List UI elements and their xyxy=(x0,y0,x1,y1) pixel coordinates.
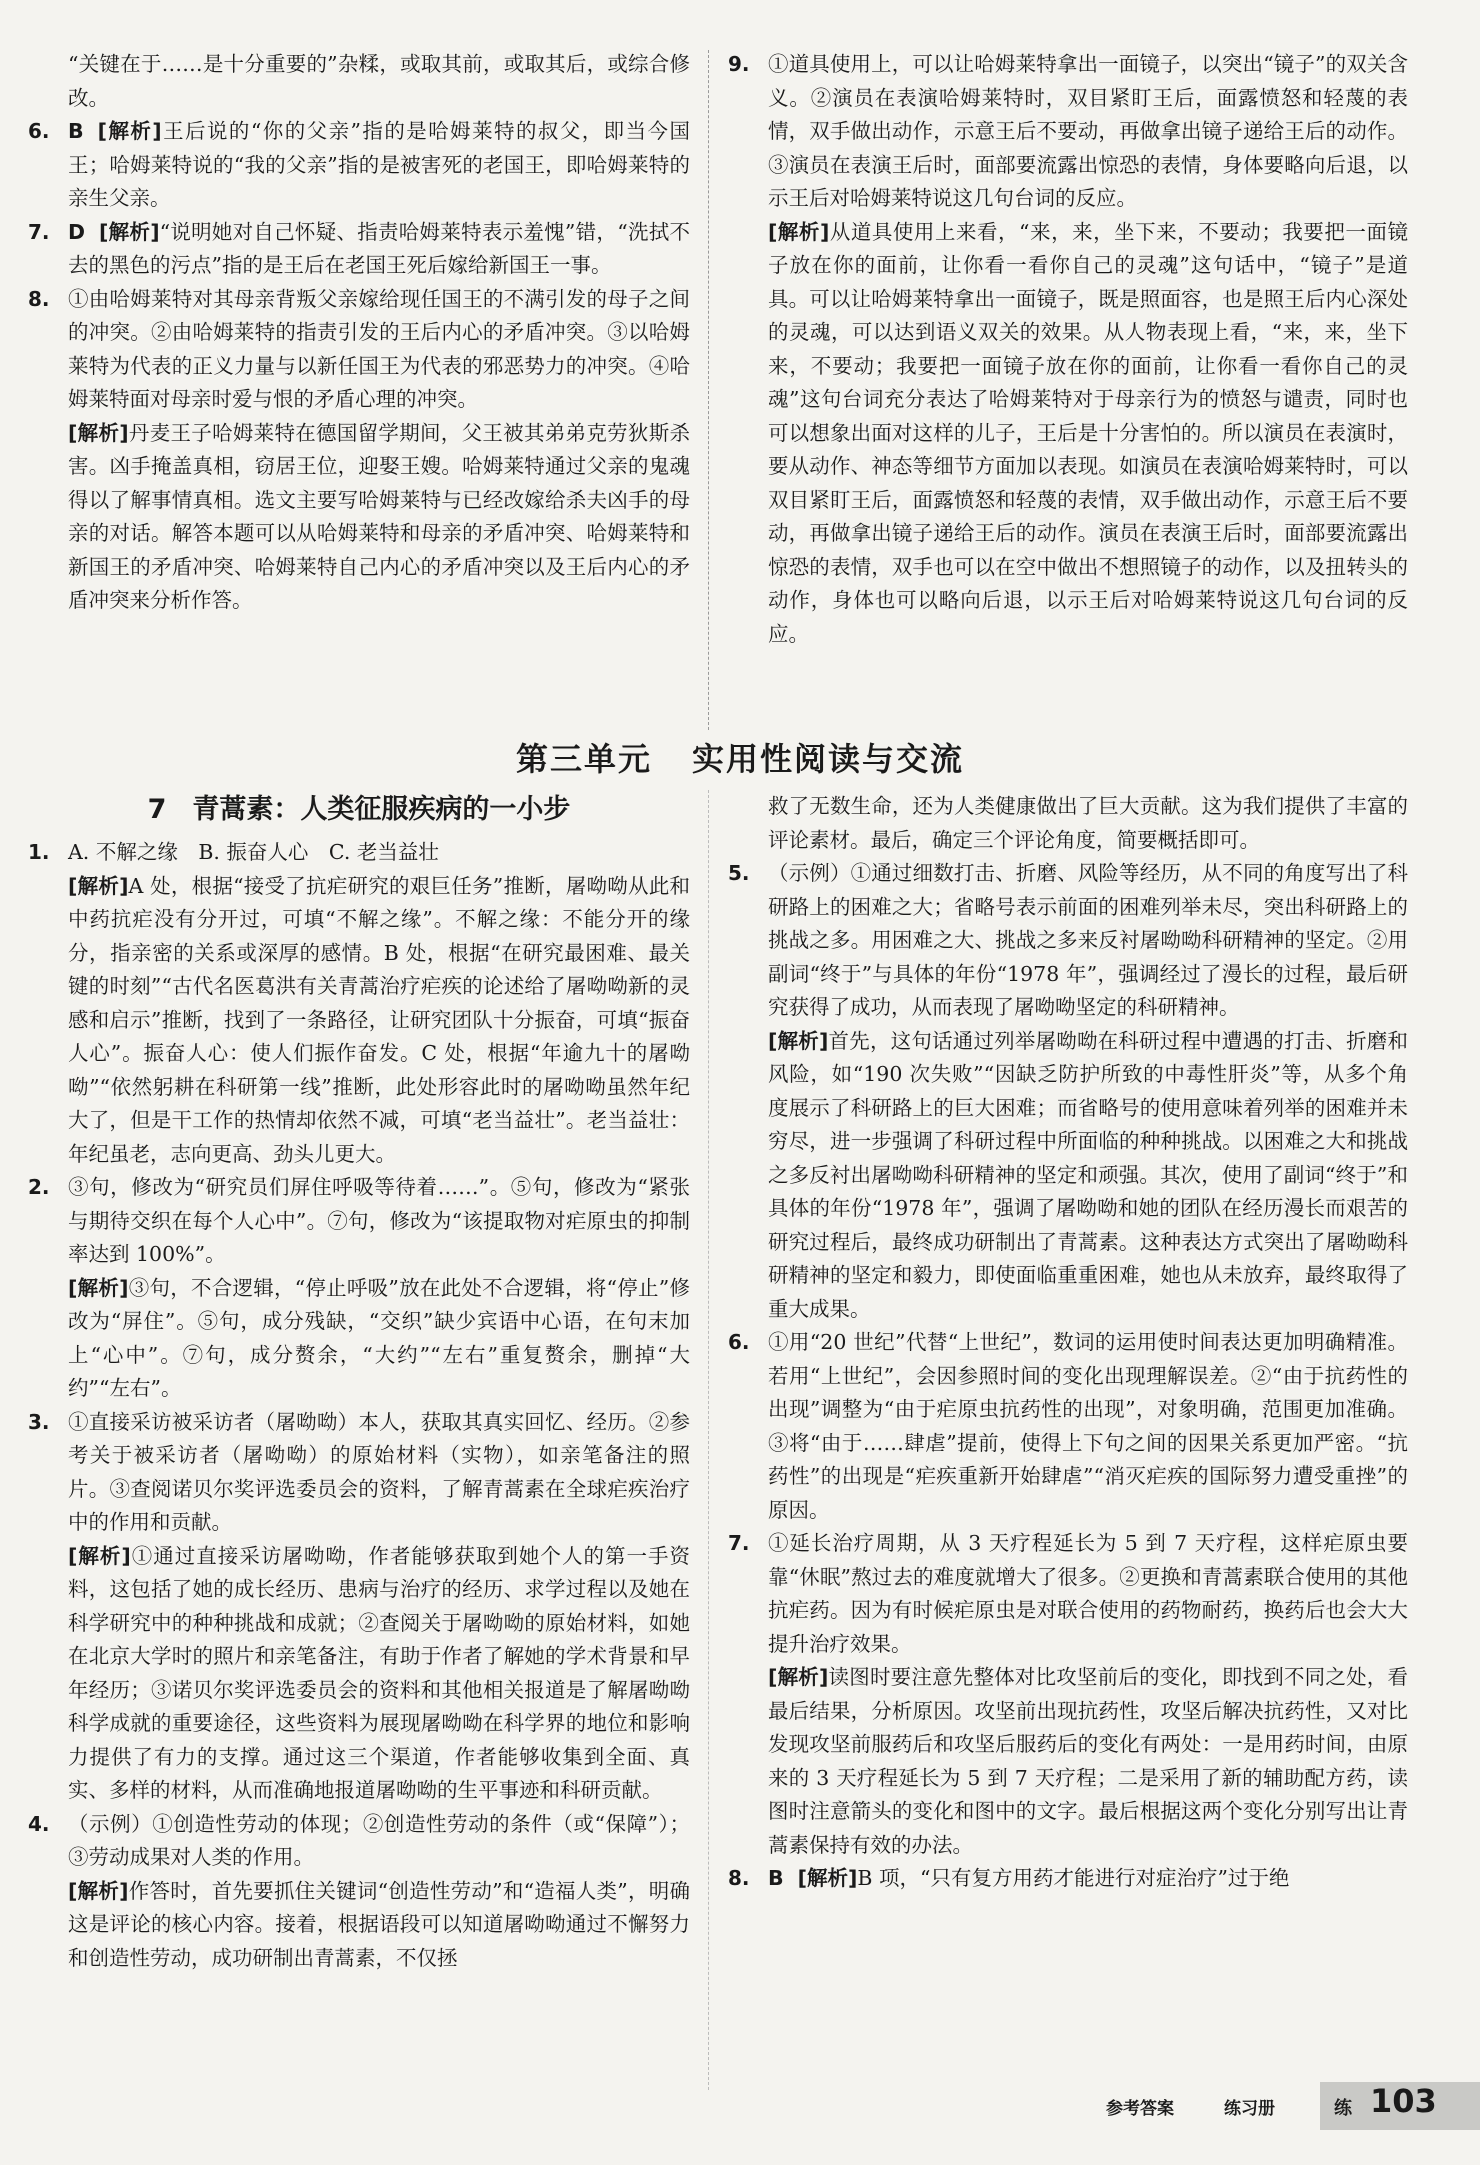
answer-item-9 xyxy=(728,48,1408,216)
answer-letter: B xyxy=(768,1866,784,1890)
answer-item-8 xyxy=(28,283,690,417)
unit-title: 实用性阅读与交流 xyxy=(692,740,965,778)
answer-text: （示例）①通过细数打击、折磨、风险等经历，从不同的角度写出了科研路上的困难之大；省略号表示前面的困难列举未尽，突出科研路上的挑战之多。用困难之大、挑战之多来反衬屠呦呦科研精神的坚定。②用副词“终于”与具体的年份“1978 年”，强调经过了漫长的过程，最后研究获得了成功，从而表现了屠呦呦坚定的科研精神。 xyxy=(768,861,1408,1019)
answer-text: “说明她对自己怀疑、指责哈姆莱特表示羞愧”错，“洗拭不去的黑色的污点”指的是王后在老国王死后嫁给新国王一事。 xyxy=(68,219,690,277)
analysis-block xyxy=(28,870,690,1172)
footer-label-workbook: 练习册 xyxy=(1224,2099,1275,2119)
analysis-tag: [解析] xyxy=(768,1028,829,1053)
analysis-text: 丹麦王子哈姆莱特在德国留学期间，父王被其弟弟克劳狄斯杀害。凶手掩盖真相，窃居王位，迎娶王嫂。哈姆莱特通过父亲的鬼魂得以了解事情真相。选文主要写哈姆莱特与已经改嫁给杀夫凶手的母亲的对话。解答本题可以从哈姆莱特和母亲的矛盾冲突、哈姆莱特和新国王的矛盾冲突、哈姆莱特自己内心的矛盾冲突以及王后内心的矛盾冲突来分析作答。 xyxy=(68,420,690,612)
analysis-block xyxy=(728,1661,1408,1862)
item-number: 1. xyxy=(28,840,50,864)
answer-text: ①延长治疗周期，从 3 天疗程延长为 5 到 7 天疗程，这样疟原虫要靠“休眠”熬过去的难度就增大了很多。②更换和青蒿素联合使用的其他抗疟药。因为有时候疟原虫是对联合使用的药物耐药，换药后也会大大提升治疗效果。 xyxy=(768,1531,1408,1656)
analysis-text: ③句，不合逻辑，“停止呼吸”放在此处不合逻辑，将“停止”修改为“屏住”。⑤句，成分残缺，“交织”缺少宾语中心语，在句末加上“心中”。⑦句，成分赘余，“大约”“左右”重复赘余，删掉“大约”“左右”。 xyxy=(68,1275,690,1400)
analysis-tag: [解析] xyxy=(68,873,129,898)
answer-text: ①由哈姆莱特对其母亲背叛父亲嫁给现任国王的不满引发的母子之间的冲突。②由哈姆莱特的指责引发的王后内心的矛盾冲突。③以哈姆莱特为代表的正义力量与以新任国王为代表的邪恶势力的冲突。④哈姆莱特面对母亲时爱与恨的矛盾心理的冲突。 xyxy=(68,286,690,411)
item-number: 7. xyxy=(28,219,50,244)
page-number: 103 xyxy=(1370,2082,1437,2120)
analysis-text: A 处，根据“接受了抗疟研究的艰巨任务”推断，屠呦呦从此和中药抗疟没有分开过，可填“不解之缘”。不解之缘：不能分开的缘分，指亲密的关系或深厚的感情。B 处，根据“在研究最困难、最关键的时刻”“古代名医葛洪有关青蒿治疗疟疾的论述给了屠呦呦新的灵感和启示”推断，找到了一条路径，让研究团队十分振奋，可填“振奋人心”。振奋人心：使人们振作奋发。C 处，根据“年逾九十的屠呦呦”“依然躬耕在科研第一线”推断，此处形容此时的屠呦呦虽然年纪大了，但是干工作的热情却依然不减，可填“老当益壮”。老当益壮：年纪虽老，志向更高、劲头儿更大。 xyxy=(68,873,691,1166)
item-number: 6. xyxy=(728,1330,750,1354)
item-number: 4. xyxy=(28,1811,50,1836)
analysis-tag: [解析] xyxy=(768,219,830,244)
answer-item-4 xyxy=(28,1808,690,1875)
analysis-text: 首先，这句话通过列举屠呦呦在科研过程中遭遇的打击、折磨和风险，如“190 次失败”“因缺乏防护所致的中毒性肝炎”等，从多个角度展示了科研路上的巨大困难；而省略号的使用意味着列举的困难并未穷尽，进一步强调了科研过程中所面临的种种挑战。以困难之大和挑战之多反衬出屠呦呦科研精神的坚定和顽强。其次，使用了副词“终于”和具体的年份“1978 年”，强调了屠呦呦和她的团队在经历漫长而艰苦的研究过程后，最终成功研制出了青蒿素。这种表达方式突出了屠呦呦科研精神的坚定和毅力，即使面临重重困难，她也从未放弃，最终取得了重大成果。 xyxy=(768,1028,1408,1321)
analysis-tag: [解析] xyxy=(68,1543,131,1568)
unit-heading xyxy=(0,734,1480,780)
left-column-top xyxy=(28,48,690,618)
answer-text: B 项，“只有复方用药才能进行对症治疗”过于绝 xyxy=(857,1866,1290,1890)
analysis-block xyxy=(28,417,690,618)
item-number: 5. xyxy=(728,861,750,885)
answer-letter: D xyxy=(68,219,86,244)
footer-label-answers: 参考答案 xyxy=(1106,2099,1174,2119)
analysis-tag: [解析] xyxy=(797,1866,858,1890)
answer-text: ①道具使用上，可以让哈姆莱特拿出一面镜子，以突出“镜子”的双关含义。②演员在表演哈姆莱特时，双目紧盯王后，面露愤怒和轻蔑的表情，双手做出动作，示意王后不要动，再做拿出镜子递给王后的动作。③演员在表演王后时，面部要流露出惊恐的表情，身体要略向后退，以示王后对哈姆莱特说这几句台词的反应。 xyxy=(768,52,1408,210)
answer-text: 王后说的“你的父亲”指的是哈姆莱特的叔父，即当今国王；哈姆莱特说的“我的父亲”指的是被害死的老国王，即哈姆莱特的亲生父亲。 xyxy=(68,119,690,210)
analysis-tag: [解析] xyxy=(768,1665,829,1689)
analysis-block xyxy=(28,1540,690,1808)
right-column-top xyxy=(728,48,1408,651)
answer-item-7 xyxy=(728,1527,1408,1661)
answer-item-6 xyxy=(728,1326,1408,1527)
analysis-block xyxy=(728,1025,1408,1327)
lesson-heading xyxy=(28,790,690,830)
left-column-bottom xyxy=(28,790,690,1975)
answer-item-6 xyxy=(28,115,690,216)
answer-item-3 xyxy=(28,1406,690,1540)
analysis-text: 从道具使用上来看，“来，来，坐下来，不要动；我要把一面镜子放在你的面前，让你看一看你自己的灵魂”这句话中，“镜子”是道具。可以让哈姆莱特拿出一面镜子，既是照面容，也是照王后内心深处的灵魂，可以达到语义双关的效果。从人物表现上看，“来，来，坐下来，不要动；我要把一面镜子放在你的面前，让你看一看你自己的灵魂”这句台词充分表达了哈姆莱特对于母亲行为的愤怒与谴责，同时也可以想象出面对这样的儿子，王后是十分害怕的。所以演员在表演时，要从动作、神态等细节方面加以表现。如演员在表演哈姆莱特时，可以双目紧盯王后，面露愤怒和轻蔑的表情，双手做出动作，示意王后不要动，再做拿出镜子递给王后的动作。演员在表演王后时，面部要流露出惊恐的表情，双手也可以在空中做出不想照镜子的动作，以及扭转头的动作，身体也可以略向后退，以示王后对哈姆莱特说这几句台词的反应。 xyxy=(768,219,1408,646)
answer-item-5 xyxy=(728,857,1408,1025)
analysis-text: 读图时要注意先整体对比攻坚前后的变化，即找到不同之处，看最后结果，分析原因。攻坚前出现抗药性，攻坚后解决抗药性，又对比发现攻坚前服药后和攻坚后服药后的变化有两处：一是用药时间，由原来的 3 天疗程延长为 5 到 7 天疗程；二是采用了新的辅助配方药，读图时注意箭头的变化和图中的文字。最后根据这两个变化分别写出让青蒿素保持有效的办法。 xyxy=(768,1665,1408,1857)
answer-item-2 xyxy=(28,1171,690,1272)
answer-item-8 xyxy=(728,1862,1408,1896)
answer-text: ③句，修改为“研究员们屏住呼吸等待着……”。⑤句，修改为“紧张与期待交织在每个人心中”。⑦句，修改为“该提取物对疟原虫的抑制率达到 100%”。 xyxy=(68,1175,690,1266)
column-divider xyxy=(708,790,709,2090)
right-column-bottom xyxy=(728,790,1408,1896)
item-number: 7. xyxy=(728,1531,750,1555)
lesson-number: 7 xyxy=(147,794,167,825)
analysis-tag: [解析] xyxy=(99,219,160,244)
item-number: 3. xyxy=(28,1409,50,1434)
analysis-tag: [解析] xyxy=(97,119,162,143)
analysis-block xyxy=(28,1272,690,1406)
item-number: 6. xyxy=(28,119,50,143)
answer-text: （示例）①创造性劳动的体现；②创造性劳动的条件（或“保障”）；③劳动成果对人类的作用。 xyxy=(68,1811,690,1869)
analysis-tag: [解析] xyxy=(68,420,129,445)
item-number: 8. xyxy=(728,1866,750,1890)
answer-text: A. 不解之缘 B. 振奋人心 C. 老当益壮 xyxy=(68,840,439,864)
answer-letter: B xyxy=(68,119,84,143)
analysis-block xyxy=(28,1875,690,1976)
analysis-text: 作答时，首先要抓住关键词“创造性劳动”和“造福人类”，明确这是评论的核心内容。接着，根据语段可以知道屠呦呦通过不懈努力和创造性劳动，成功研制出青蒿素，不仅拯 xyxy=(68,1878,690,1970)
unit-number: 第三单元 xyxy=(515,740,652,778)
analysis-text: ①通过直接采访屠呦呦，作者能够获取到她个人的第一手资料，这包括了她的成长经历、患病与治疗的经历、求学过程以及她在科学研究中的种种挑战和成就；②查阅关于屠呦呦的原始材料，如她在北京大学时的照片和亲笔备注，有助于作者了解她的学术背景和早年经历；③诺贝尔奖评选委员会的资料和其他相关报道是了解屠呦呦科学成就的重要途径，这些资料为展现屠呦呦在科学界的地位和影响力提供了有力的支撑。通过这三个渠道，作者能够收集到全面、真实、多样的材料，从而准确地报道屠呦呦的生平事迹和科研贡献。 xyxy=(68,1543,690,1802)
answer-text: ①用“20 世纪”代替“上世纪”，数词的运用使时间表达更加明确精准。若用“上世纪”，会因参照时间的变化出现理解误差。②“由于抗药性的出现”调整为“由于疟原虫抗药性的出现”，对象明确，范围更加准确。③将“由于……肆虐”提前，使得上下句之间的因果关系更加严密。“抗药性”的出现是“疟疾重新开始肆虐”“消灭疟疾的国际努力遭受重挫”的原因。 xyxy=(768,1330,1408,1522)
item-number: 9. xyxy=(728,52,750,76)
continued-text: 救了无数生命，还为人类健康做出了巨大贡献。这为我们提供了丰富的评论素材。最后，确定三个评论角度，简要概括即可。 xyxy=(768,794,1408,852)
footer-label-practice: 练 xyxy=(1334,2098,1352,2119)
analysis-tag: [解析] xyxy=(68,1878,129,1903)
analysis-block xyxy=(728,216,1408,652)
column-divider xyxy=(708,50,709,730)
continued-text: “关键在于……是十分重要的”杂糅，或取其前，或取其后，或综合修改。 xyxy=(68,52,690,110)
answer-item-1 xyxy=(28,836,690,870)
analysis-tag: [解析] xyxy=(68,1275,129,1300)
page-footer xyxy=(1030,2076,1480,2136)
answer-text: ①直接采访被采访者（屠呦呦）本人，获取其真实回忆、经历。②参考关于被采访者（屠呦呦）的原始材料（实物），如亲笔备注的照片。③查阅诺贝尔奖评选委员会的资料，了解青蒿素在全球疟疾治疗中的作用和贡献。 xyxy=(68,1409,690,1534)
item-number: 2. xyxy=(28,1175,50,1199)
lesson-title: 青蒿素：人类征服疾病的一小步 xyxy=(192,794,571,825)
answer-item-7 xyxy=(28,216,690,283)
item-number: 8. xyxy=(28,286,50,311)
